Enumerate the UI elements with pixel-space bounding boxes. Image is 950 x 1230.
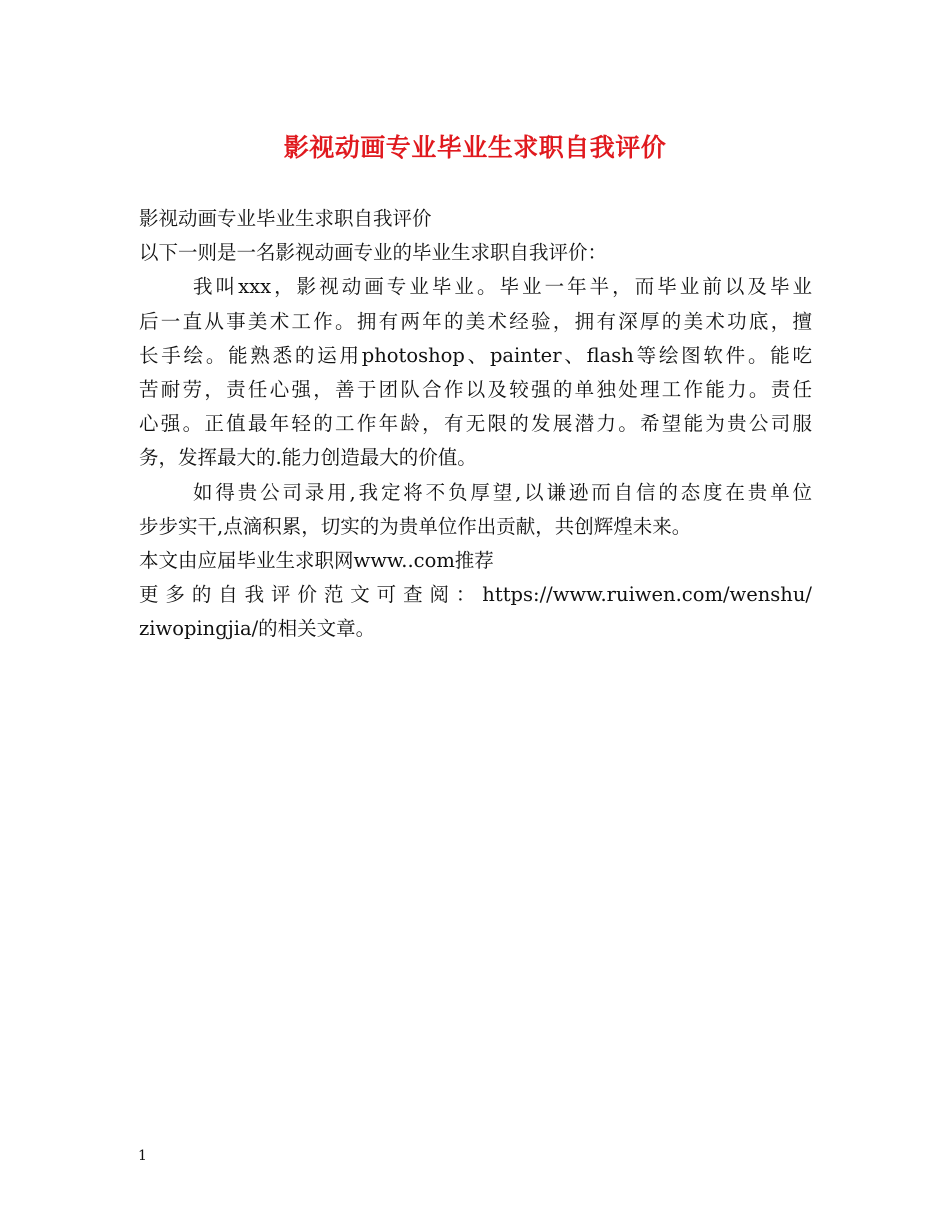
paragraph-2-line-2: 步步实干,点滴积累，切实的为贵单位作出贡献，共创辉煌未来。 [139,514,692,538]
more-link-line-1: 更多的自我评价范文可查阅：https://www.ruiwen.com/wenshu/ [139,583,812,607]
paragraph-1-line-2: 后一直从事美术工作。拥有两年的美术经验，拥有深厚的美术功底，擅 [139,309,812,333]
more-link-line-2: ziwopingjia/的相关文章。 [139,617,376,641]
paragraph-1-line-6: 务，发挥最大的.能力创造最大的价值。 [139,446,477,470]
paragraph-1-line-5: 心强。正值最年轻的工作年龄，有无限的发展潜力。希望能为贵公司服 [139,412,812,436]
document-body [139,202,812,646]
body-intro-line: 以下一则是一名影视动画专业的毕业生求职自我评价： [139,241,608,265]
paragraph-1-line-4: 苦耐劳，责任心强，善于团队合作以及较强的单独处理工作能力。责任 [139,377,812,401]
paragraph-1-line-1: 我叫xxx，影视动画专业毕业。毕业一年半，而毕业前以及毕业 [193,275,812,299]
paragraph-1-line-3: 长手绘。能熟悉的运用photoshop、painter、flash等绘图软件。能吃 [139,343,812,367]
paragraph-2-line-1: 如得贵公司录用,我定将不负厚望,以谦逊而自信的态度在贵单位 [193,480,812,504]
body-subtitle-line: 影视动画专业毕业生求职自我评价 [139,207,432,230]
source-note-line: 本文由应届毕业生求职网www..com推荐 [139,548,494,572]
page-number: 1 [138,1148,147,1164]
document-title: 影视动画专业毕业生求职自我评价 [283,133,667,162]
